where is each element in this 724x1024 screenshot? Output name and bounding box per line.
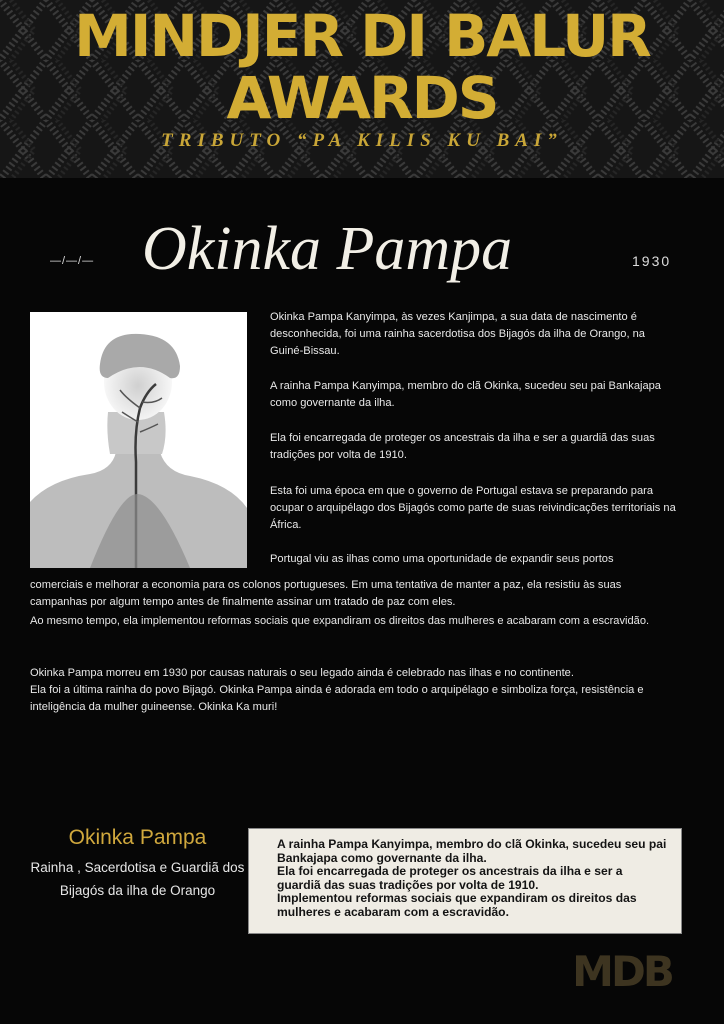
quote-text: A rainha Pampa Kanyimpa, membro do clã Okinka, sucedeu seu pai Bankajapa como governante da ilha. Ela foi encarregada de proteger os ancestrais da ilha e ser a guardiã das suas tradições por volta de 1910. Implementou reformas sociais que expandiram os direitos das mulheres e acabaram com a escravidão. <box>277 837 667 919</box>
bio-paragraph-8: Ela foi a última rainha do povo Bijagó. Okinka Pampa ainda é adorada em todo o arquipélago e simboliza força, resistência e inteligência da mulher guineense. Okinka Ka muri! <box>30 684 644 713</box>
bio-paragraph-7: Okinka Pampa morreu em 1930 por causas naturais o seu legado ainda é celebrado nas ilhas e no continente. <box>30 667 574 679</box>
bio-paragraph-5-rest: comerciais e melhorar a economia para os colonos portugueses. Em uma tentativa de manter a paz, ela resistiu às suas campanhas por algum tempo antes de finalmente assinar um tratado de paz com eles. <box>30 579 622 608</box>
portrait-illustration <box>30 312 247 568</box>
portrait-photo <box>30 312 247 568</box>
bio-paragraph-3: Ela foi encarregada de proteger os ancestrais da ilha e ser a guardiã das suas tradições por volta de 1910. <box>270 432 655 461</box>
caption-role: Rainha , Sacerdotisa e Guardiã dos Bijagós da ilha de Orango <box>30 860 245 898</box>
bio-paragraph-2: A rainha Pampa Kanyimpa, membro do clã Okinka, sucedeu seu pai Bankajapa como governante da ilha. <box>270 380 661 409</box>
awards-title-line1: MINDJER DI BALUR <box>74 2 650 70</box>
mdb-logo <box>566 944 678 994</box>
death-year: 1930 <box>632 253 672 269</box>
honoree-name-heading: Okinka Pampa <box>142 215 513 283</box>
bio-paragraph-4: Esta foi uma época em que o governo de Portugal estava se preparando para ocupar o arquipélago dos Bijagós como parte de suas reivindicações territoriais na África. <box>270 485 676 531</box>
bio-paragraph-1: Okinka Pampa Kanyimpa, às vezes Kanjimpa, a sua data de nascimento é desconhecida, foi uma rainha sacerdotisa dos Bijagós da ilha de Orango, na Guiné-Bissau. <box>270 311 645 357</box>
quote-box <box>248 828 682 934</box>
bio-paragraph-5-start: Portugal viu as ilhas como uma oportunidade de expandir seus portos <box>270 553 614 565</box>
awards-title-line2: AWARDS <box>226 64 498 132</box>
date-placeholder: —/—/— <box>50 255 95 267</box>
caption-name: Okinka Pampa <box>68 826 207 849</box>
bio-paragraph-6: Ao mesmo tempo, ela implementou reformas sociais que expandiram os direitos das mulheres e acabaram com a escravidão. <box>30 615 650 627</box>
header-banner <box>0 0 724 178</box>
mdb-logo-text: MDB <box>572 947 672 994</box>
tribute-subtitle: TRIBUTO “PA KILIS KU BAI” <box>161 130 563 151</box>
